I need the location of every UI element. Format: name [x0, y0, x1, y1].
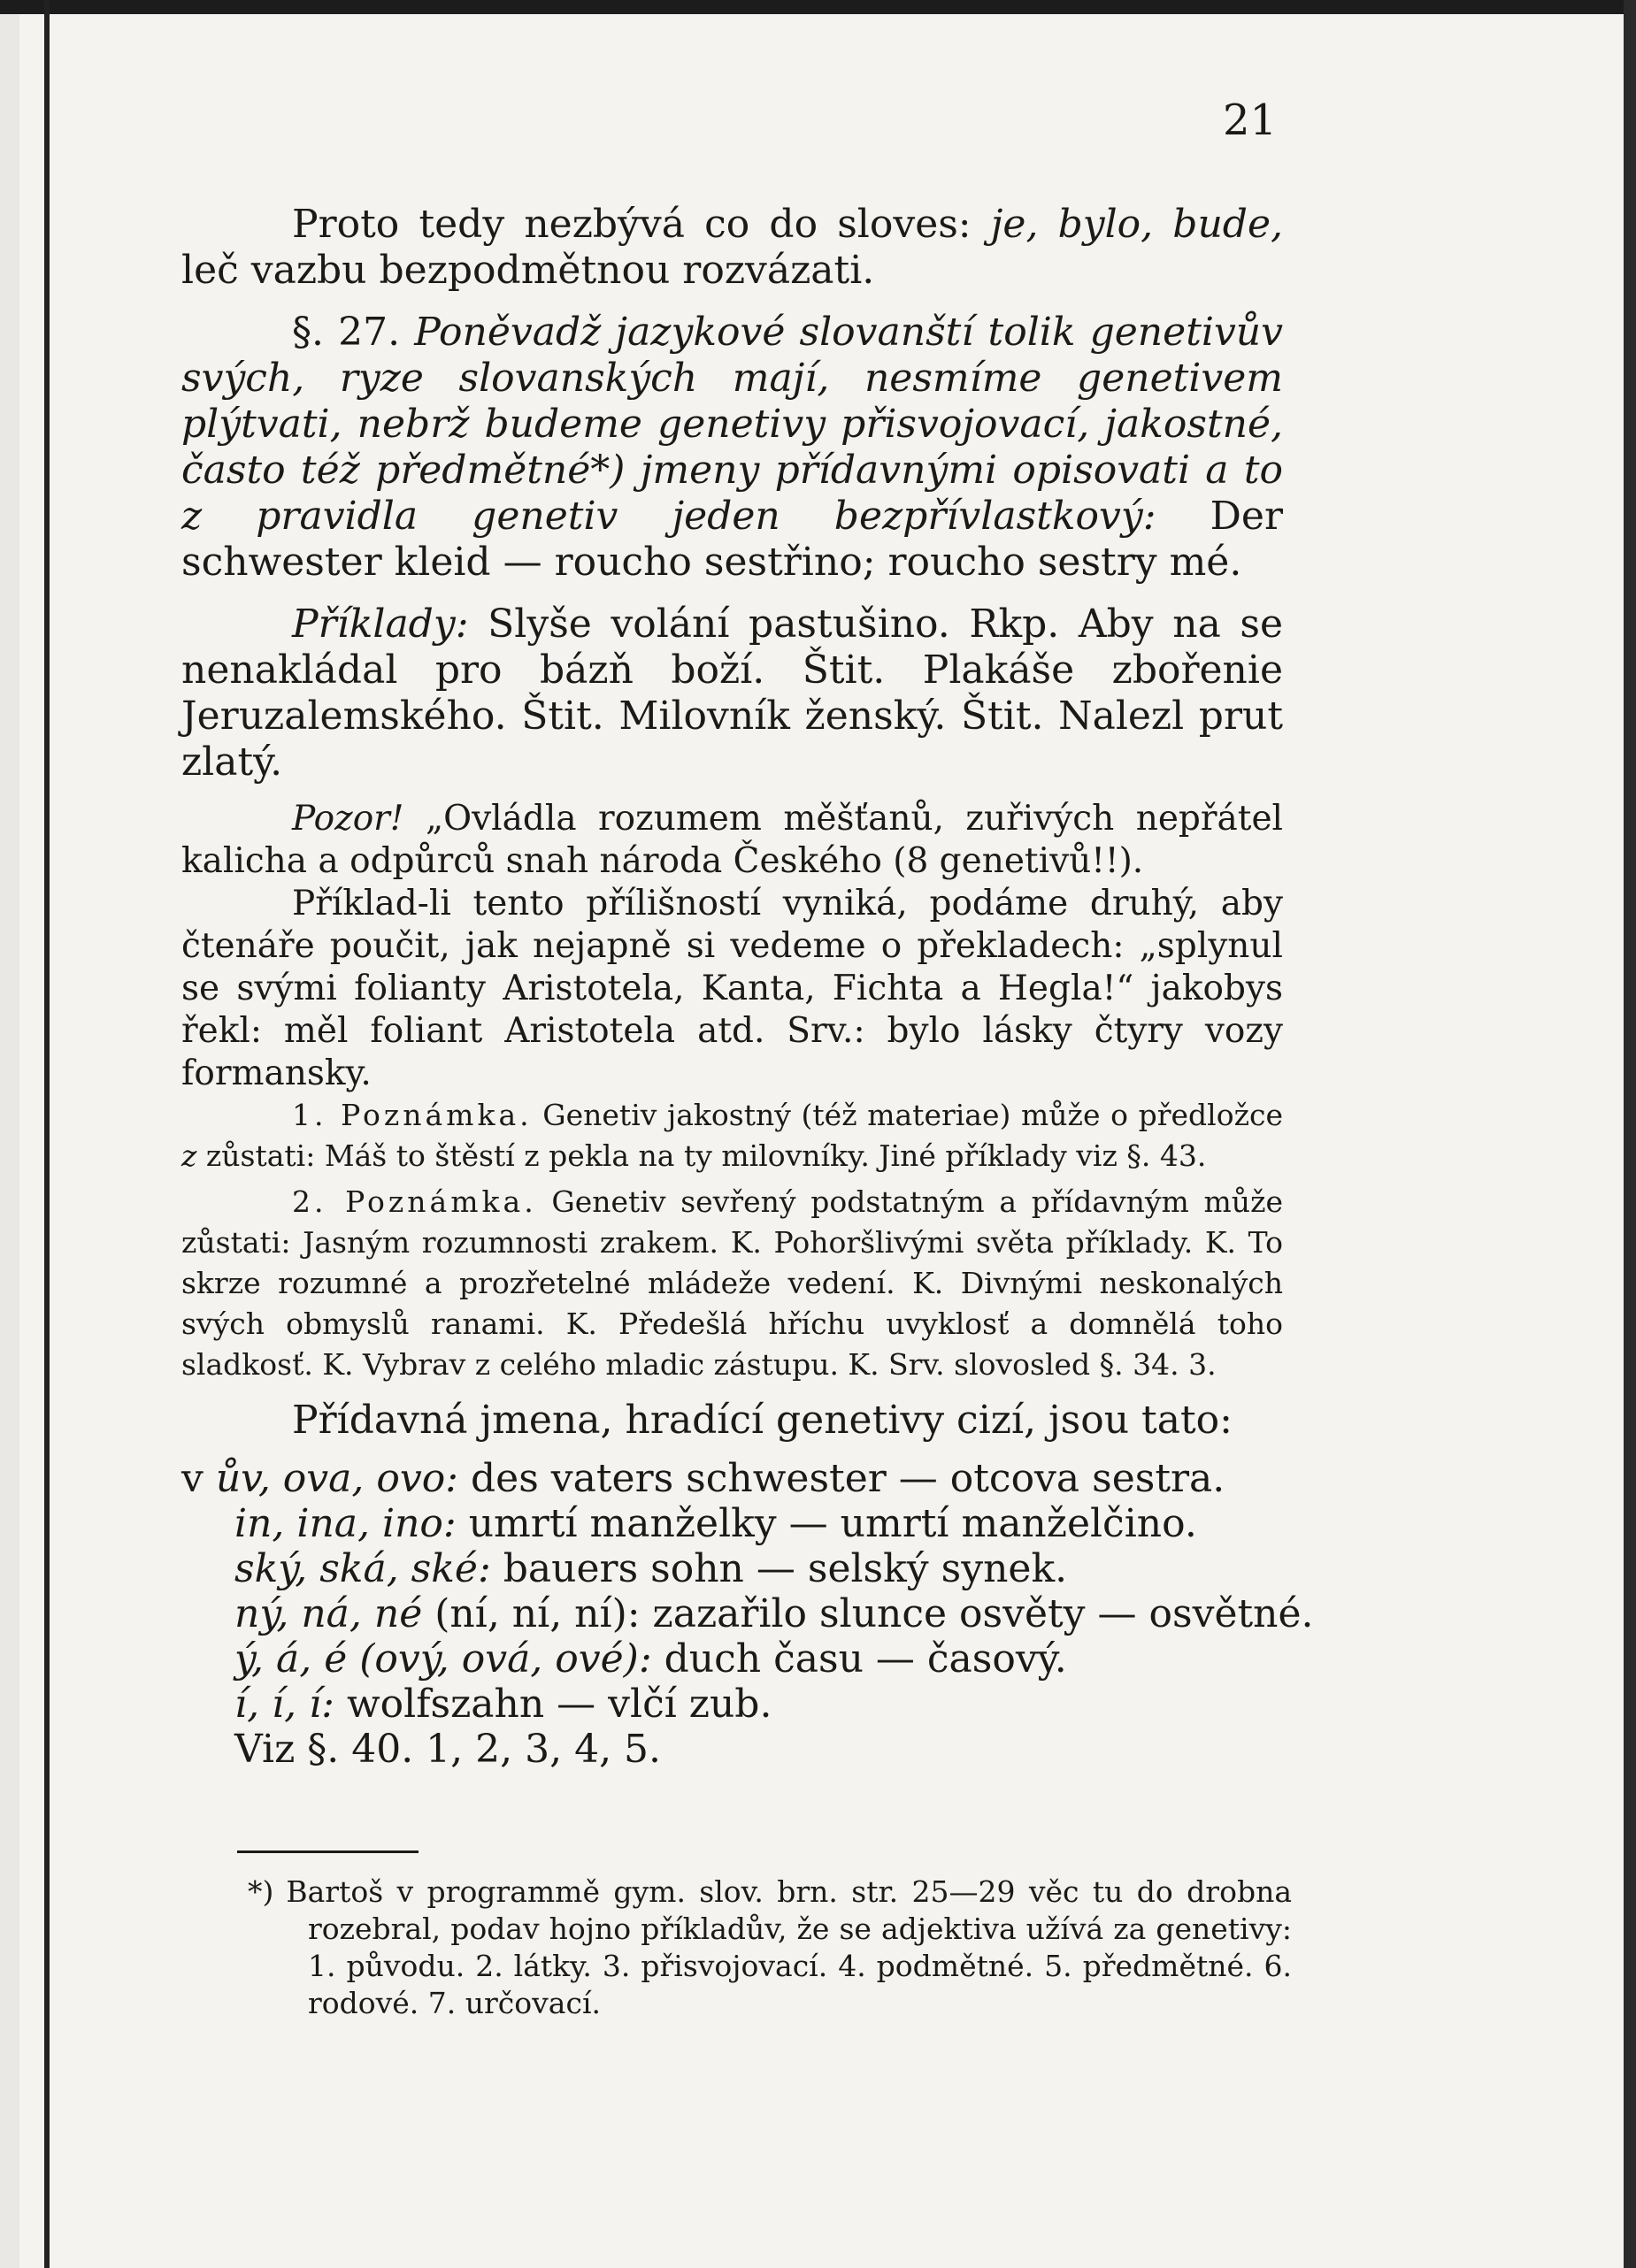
text: bauers sohn — selský synek. [490, 1546, 1068, 1591]
note-label: 2. Poznámka. [292, 1184, 537, 1219]
scan-edge-left [44, 0, 50, 2268]
suffix-label: í, í, í: [234, 1682, 334, 1727]
text: v [181, 1456, 216, 1501]
paragraph-note-1 [181, 1095, 1283, 1176]
suffix-list [181, 1456, 1314, 1772]
scan-edge-top [0, 0, 1636, 14]
italic-text: Poněvadž jazykové slovanští tolik genetivův svých, ryze slovanských mají, nesmíme genetivem plýtvati, nebrž budeme genetivy přisvojovací, jakostné, často též předmětné*) jmeny přídavnými opisovati a to z pravidla genetiv jeden bezpřívlastkový: [181, 310, 1283, 539]
note-label: 1. Poznámka. [292, 1098, 533, 1132]
text: Přídavná jmena, hradící genetivy cizí, jsou tato: [292, 1398, 1233, 1443]
text: Der schwester kleid — roucho sestřino; roucho sestry mé. [181, 494, 1283, 585]
text: wolfszahn — vlčí zub. [334, 1682, 772, 1727]
footnote-text: Bartoš v programmě gym. slov. brn. str. 25—29 věc tu do drobna rozebral, podav hojno příkladův, že se adjektiva užívá za genetivy: 1. původu. 2. látky. 3. přisvojovací. 4. podmětné. 5. předmětné. 6. rodové. 7. určovací. [286, 1874, 1292, 2020]
see-also: Viz §. 40. 1, 2, 3, 4, 5. [234, 1727, 662, 1772]
text: Příklad-li tento přílišností vyniká, podáme druhý, aby čtenáře poučit, jak nejapně si vedeme o překladech: „splynul se svými folianty Aristotela, Kanta, Fichta a Hegla!“ jakobys řekl: měl foliant Aristotela atd. Srv.: bylo lásky čtyry vozy formansky. [181, 884, 1283, 1093]
scan-edge-right [1624, 0, 1636, 2268]
examples-label: Příklady: [292, 601, 469, 647]
paragraph-note-2 [181, 1182, 1283, 1385]
suffix-label: ský, ská, ské: [234, 1546, 491, 1591]
suffix-label: ův, ova, ovo: [215, 1456, 459, 1501]
suffix-row [181, 1636, 1283, 1682]
paragraph-intro [181, 202, 1283, 294]
text: Proto tedy nezbývá co do sloves: [292, 202, 991, 247]
text: duch času — časový. [651, 1636, 1067, 1682]
text: des vaters schwester — otcova sestra. [458, 1456, 1225, 1501]
warning-label: Pozor! [292, 799, 404, 839]
page-body [181, 202, 1314, 1772]
footnote [248, 1873, 1292, 2022]
suffix-row [181, 1456, 1283, 1501]
text: Genetiv jakostný (též materiae) může o předložce [532, 1098, 1283, 1132]
footnote-divider [237, 1850, 419, 1853]
paragraph-adjectives [181, 1398, 1283, 1444]
suffix-label: ý, á, é (ový, ová, ové): [234, 1636, 652, 1682]
suffix-row [181, 1591, 1314, 1636]
suffix-label: in, ina, ino: [234, 1501, 457, 1546]
footnote-body [248, 1873, 1292, 2022]
text: umrtí manželky — umrtí manželčino. [456, 1501, 1197, 1546]
text: (ní, ní, ní): zazařilo slunce osvěty — osvětné. [422, 1591, 1314, 1636]
footnote-mark: *) [248, 1874, 274, 1909]
suffix-row [181, 1546, 1283, 1591]
italic-text: je, bylo, bude, [990, 202, 1283, 247]
paragraph-examples [181, 601, 1283, 785]
suffix-label: ný, ná, né [234, 1591, 423, 1636]
text: Genetiv sevřený podstatným a přídavným může zůstati: Jasným rozumnosti zrakem. K. Pohoršlivými světa příklady. K. To skrze rozumné a prozřetelné mládeže vedení. K. Divnými neskonalých svých obmyslů ranami. K. Předešlá hříchu uvyklosť a domnělá toho sladkosť. K. Vybrav z celého mladic zástupu. K. Srv. slovosled §. 34. 3. [181, 1184, 1283, 1382]
text: Slyše volání pastušino. Rkp. Aby na se nenakládal pro bázň boží. Štit. Plakáše zbořenie Jeruzalemského. Štit. Milovník ženský. Štit. Nalezl prut zlatý. [181, 601, 1283, 785]
italic-text: z [181, 1138, 197, 1173]
text: „Ovládla rozumem měšťanů, zuřivých nepřátel kalicha a odpůrců snah národa Českého (8 genetivů!!). [181, 799, 1283, 881]
section-number: §. 27. [292, 310, 415, 355]
suffix-row [181, 1501, 1283, 1546]
text: zůstati: Máš to štěstí z pekla na ty milovníky. Jiné příklady viz §. 43. [196, 1138, 1207, 1173]
paragraph-second-example [181, 883, 1283, 1095]
text: leč vazbu bezpodmětnou rozvázati. [181, 248, 875, 293]
scan-margin-left [0, 0, 19, 2268]
suffix-row [181, 1682, 1283, 1727]
paragraph-section-27 [181, 310, 1283, 586]
page-number: 21 [1223, 96, 1278, 145]
paragraph-warning [181, 798, 1283, 883]
